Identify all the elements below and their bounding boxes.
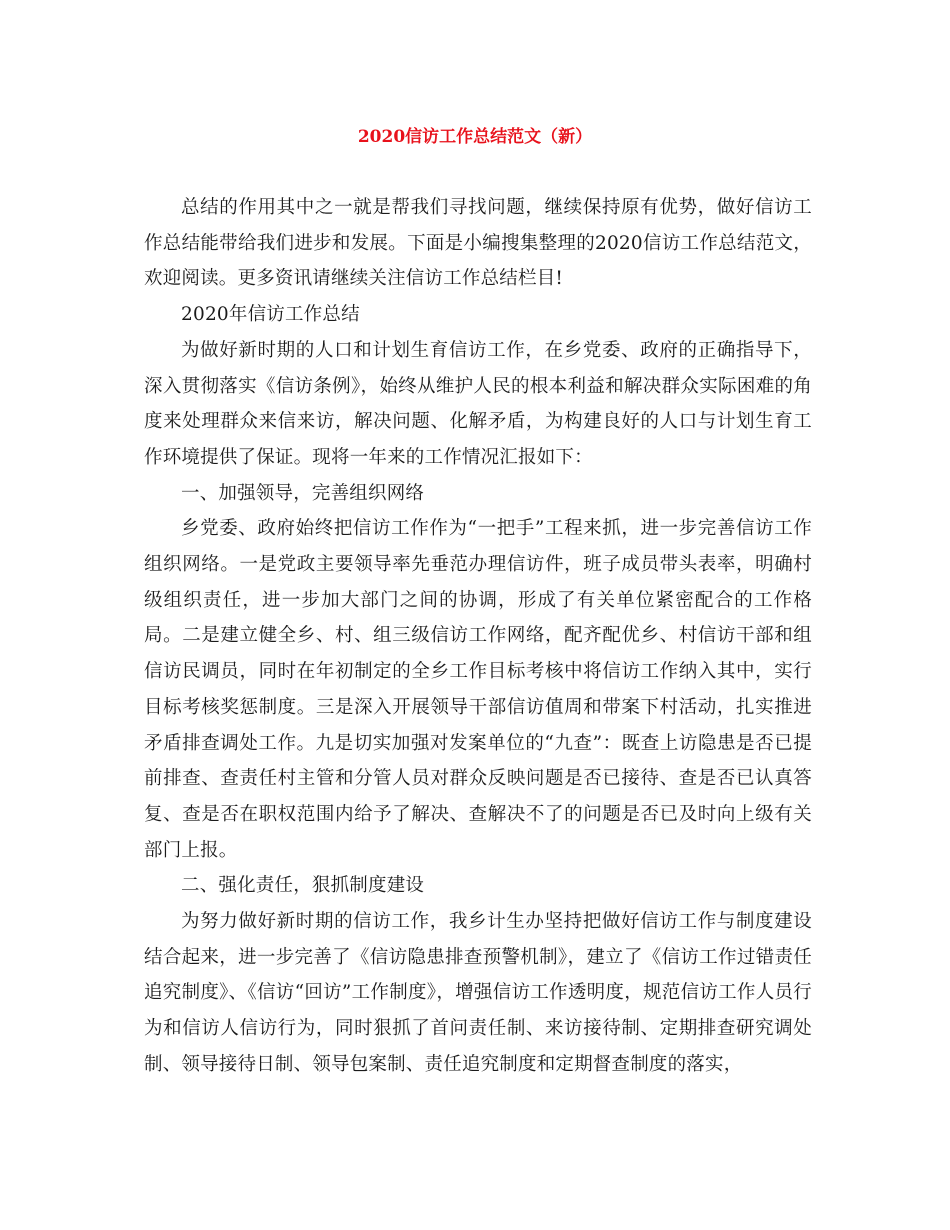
intro-paragraph: 总结的作用其中之一就是帮我们寻找问题，继续保持原有优势，做好信访工作总结能带给我们进步和发展。下面是小编搜集整理的2020信访工作总结范文，欢迎阅读。更多资讯请继续关注信访工作总结栏目! (144, 197, 812, 290)
section-heading-summary: 2020年信访工作总结 (181, 304, 360, 326)
leadership-paragraph: 乡党委、政府始终把信访工作作为“一把手”工程来抓，进一步完善信访工作组织网络。一是党政主要领导率先垂范办理信访件，班子成员带头表率，明确村级组织责任，进一步加大部门之间的协调，形成了有关单位紧密配合的工作格局。二是建立健全乡、村、组三级信访工作网络，配齐配优乡、村信访干部和组信访民调员，同时在年初制定的全乡工作目标考核中将信访工作纳入其中，实行目标考核奖惩制度。三是深入开展领导干部信访值周和带案下村活动，扎实推进矛盾排查调处工作。九是切实加强对发案单位的“九查”：既查上访隐患是否已提前排查、查责任村主管和分管人员对群众反映问题是否已接待、查是否已认真答复、查是否在职权范围内给予了解决、查解决不了的问题是否已及时向上级有关部门上报。 (144, 518, 812, 861)
document-title: 2020信访工作总结范文（新） (357, 127, 593, 147)
responsibility-paragraph: 为努力做好新时期的信访工作，我乡计生办坚持把做好信访工作与制度建设结合起来，进一步完善了《信访隐患排查预警机制》，建立了《信访工作过错责任追究制度》、《信访“回访”工作制度》，增强信访工作透明度，规范信访工作人员行为和信访人信访行为，同时狠抓了首问责任制、来访接待制、定期排查研究调处制、领导接待日制、领导包案制、责任追究制度和定期督查制度的落实， (144, 911, 812, 1075)
section-heading-leadership: 一、加强领导，完善组织网络 (181, 482, 425, 504)
document-body (144, 190, 812, 1083)
overview-paragraph: 为做好新时期的人口和计划生育信访工作，在乡党委、政府的正确指导下，深入贯彻落实《信访条例》，始终从维护人民的根本利益和解决群众实际困难的角度来处理群众来信来访，解决问题、化解矛盾，为构建良好的人口与计划生育工作环境提供了保证。现将一年来的工作情况汇报如下： (144, 339, 812, 468)
section-heading-responsibility: 二、强化责任，狠抓制度建设 (181, 875, 425, 897)
